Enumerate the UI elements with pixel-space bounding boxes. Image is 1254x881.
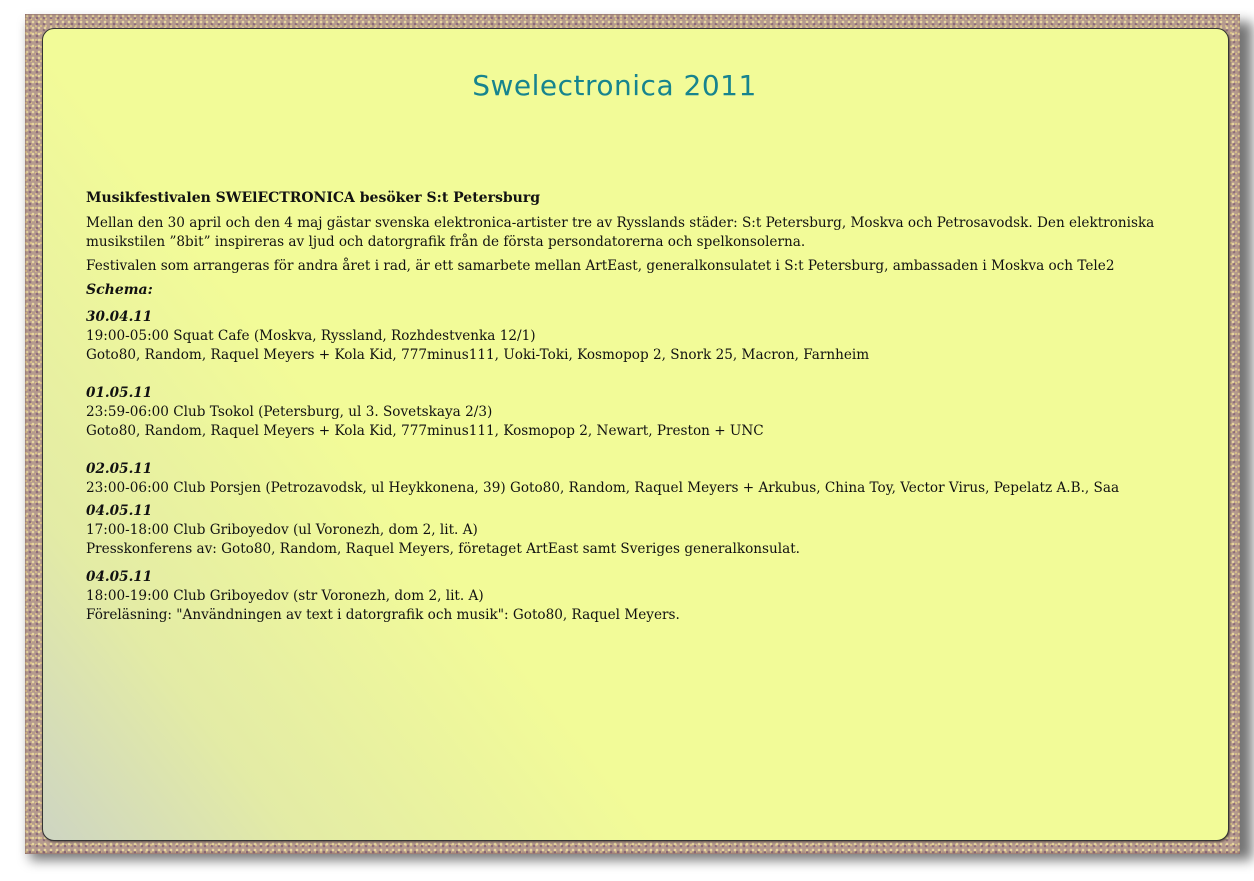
schedule-event (86, 460, 1206, 498)
event-date: 02.05.11 (86, 461, 153, 477)
event-venue: 17:00-18:00 Club Griboyedov (ul Voronezh, dom 2, lit. A) (86, 522, 478, 538)
schedule-event (86, 384, 1206, 441)
event-venue: 19:00-05:00 Squat Cafe (Moskva, Ryssland, Rozhdestvenka 12/1) (86, 328, 536, 344)
event-date: 01.05.11 (86, 385, 153, 401)
article-heading: Musikfestivalen SWElECTRONICA besöker S:t Petersburg (86, 190, 540, 206)
event-description: Föreläsning: "Användningen av text i datorgrafik och musik": Goto80, Raquel Meyers. (86, 607, 680, 623)
event-date: 04.05.11 (86, 503, 153, 519)
organizers-paragraph: Festivalen som arrangeras för andra året i rad, är ett samarbete mellan ArtEast, generalkonsulatet i S:t Petersburg, ambassaden i Moskva och Tele2 (86, 258, 1115, 274)
schedule-event (86, 568, 1206, 625)
event-venue: 18:00-19:00 Club Griboyedov (str Voronezh, dom 2, lit. A) (86, 588, 484, 604)
event-artists: Goto80, Random, Raquel Meyers + Kola Kid, 777minus111, Uoki-Toki, Kosmopop 2, Snork 25, Macron, Farnheim (86, 347, 870, 363)
event-date: 30.04.11 (86, 309, 153, 325)
content-panel (42, 28, 1229, 841)
event-venue: 23:59-06:00 Club Tsokol (Petersburg, ul 3. Sovetskaya 2/3) (86, 404, 493, 420)
event-description: Presskonferens av: Goto80, Random, Raquel Meyers, företaget ArtEast samt Sveriges generalkonsulat. (86, 541, 800, 557)
schedule-event (86, 502, 1206, 559)
event-venue: 23:00-06:00 Club Porsjen (Petrozavodsk, ul Heykkonena, 39) Goto80, Random, Raquel Meyers + Arkubus, China Toy, Vector Virus, Pepelatz A.B., Saa (86, 480, 1120, 496)
intro-paragraph: Mellan den 30 april och den 4 maj gästar svenska elektronica-artister tre av Rysslands städer: S:t Petersburg, Moskva och Petrosavodsk. Den elektroniska musikstilen ”8bit” inspireras av ljud och datorgrafik från de första persondatorerna och spelkonsolerna. (86, 215, 1155, 250)
event-date: 04.05.11 (86, 569, 153, 585)
schedule-event (86, 308, 1206, 365)
event-artists: Goto80, Random, Raquel Meyers + Kola Kid, 777minus111, Kosmopop 2, Newart, Preston + UNC (86, 423, 764, 439)
schedule-heading: Schema: (86, 282, 153, 298)
article-body (86, 189, 1206, 629)
page-title: Swelectronica 2011 (472, 69, 757, 102)
